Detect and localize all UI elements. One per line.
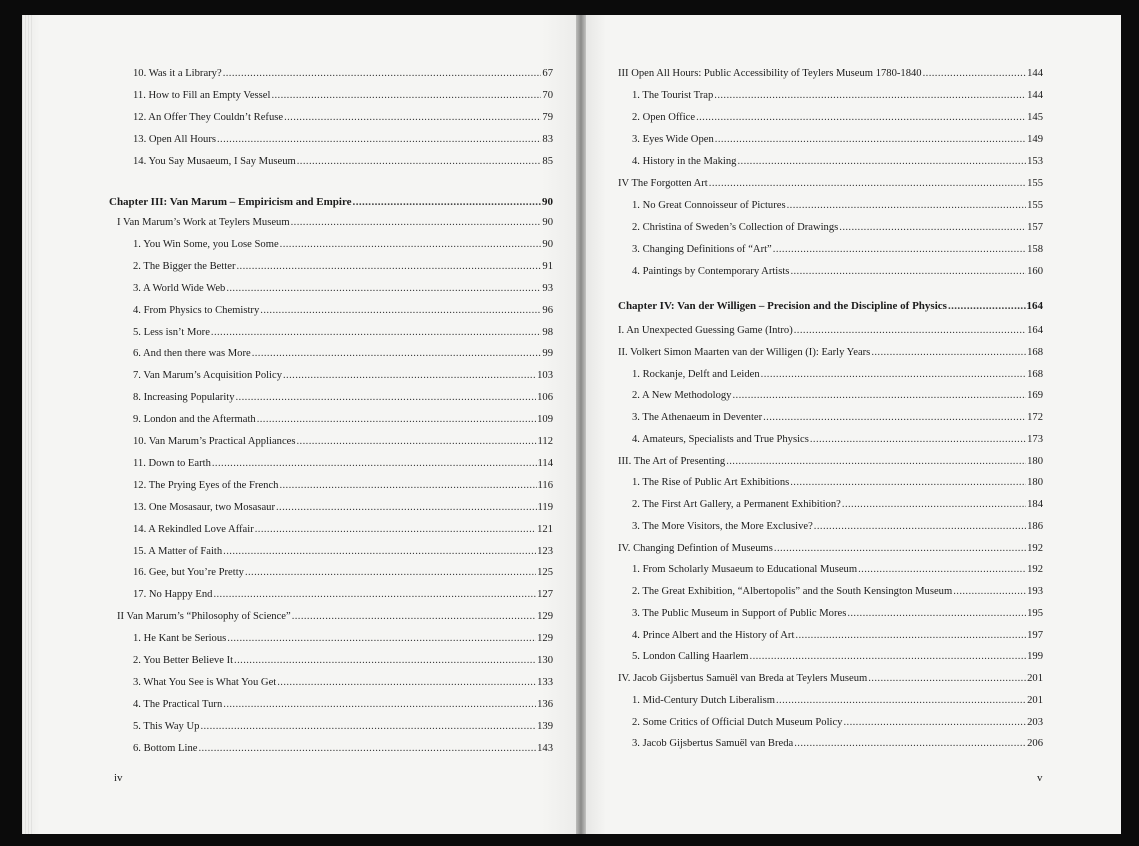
- toc-entry: [618, 455, 1043, 468]
- toc-leader-dots: [223, 67, 542, 80]
- toc-entry-page: 201: [1027, 673, 1043, 684]
- toc-leader-dots: [953, 585, 1026, 598]
- page-edges: [22, 15, 32, 834]
- toc-entry: [618, 672, 1043, 685]
- toc-leader-dots: [217, 133, 541, 146]
- toc-leader-dots: [858, 563, 1026, 576]
- toc-entry-page: 121: [537, 523, 553, 535]
- toc-entry-page: 195: [1027, 607, 1043, 619]
- toc-entry-page: 70: [542, 90, 553, 101]
- toc-leader-dots: [255, 523, 536, 536]
- toc-entry: [109, 155, 553, 168]
- toc-entry-title: 3. Changing Definitions of “Art”: [632, 244, 772, 255]
- toc-entry-page: 155: [1027, 178, 1043, 189]
- toc-entry-title: 3. The Public Museum in Support of Public Mores: [632, 607, 847, 619]
- toc-entry-title: 1. He Kant be Serious: [133, 633, 227, 645]
- toc-entry: [618, 563, 1043, 576]
- toc-leader-dots: [236, 391, 537, 404]
- toc-entry-title: 5. Less isn’t More: [133, 326, 210, 338]
- toc-entry: [618, 607, 1043, 620]
- toc-entry: [109, 610, 553, 623]
- toc-entry-page: 125: [537, 567, 553, 579]
- toc-leader-dots: [284, 111, 541, 124]
- toc-entry-title: 4. Amateurs, Specialists and True Physics: [632, 433, 809, 445]
- toc-leader-dots: [776, 694, 1026, 707]
- toc-entry-page: 127: [537, 589, 553, 601]
- toc-entry-page: 129: [537, 611, 553, 623]
- toc-entry: [109, 347, 553, 360]
- toc-entry: [618, 737, 1043, 750]
- toc-entry-title: II Van Marum’s “Philosophy of Science”: [117, 611, 291, 623]
- toc-entry-title: 14. A Rekindled Love Affair: [133, 523, 254, 535]
- book-gutter: [576, 15, 586, 834]
- toc-leader-dots: [280, 238, 542, 251]
- toc-entry: [109, 588, 553, 601]
- toc-entry-page: 85: [542, 156, 553, 167]
- toc-entry-page: 116: [537, 479, 553, 491]
- toc-leader-dots: [794, 324, 1026, 337]
- toc-entry-title: 2. Open Office: [632, 112, 696, 123]
- toc-entry-page: 164: [1026, 300, 1043, 312]
- toc-entry-page: 149: [1027, 134, 1043, 145]
- toc-leader-dots: [211, 326, 542, 339]
- toc-entry-title: 10. Was it a Library?: [133, 68, 222, 79]
- toc-entry: [618, 520, 1043, 533]
- toc-entry-title: II. Volkert Simon Maarten van der Willigen (I): Early Years: [618, 346, 871, 358]
- toc-entry-title: 17. No Happy End: [133, 589, 213, 601]
- toc-entry: [618, 221, 1043, 234]
- toc-entry-page: 109: [537, 414, 553, 426]
- toc-entry: [618, 155, 1043, 168]
- toc-entry-page: 201: [1027, 694, 1043, 706]
- toc-leader-dots: [213, 588, 536, 601]
- toc-leader-dots: [842, 498, 1026, 511]
- toc-entry-title: 14. You Say Musaeum, I Say Museum: [133, 156, 296, 167]
- toc-leader-dots: [948, 300, 1026, 313]
- toc-entry-page: 192: [1027, 564, 1043, 576]
- toc-entry-title: 3. Eyes Wide Open: [632, 134, 714, 145]
- toc-entry: [618, 650, 1043, 663]
- toc-leader-dots: [297, 435, 537, 448]
- toc-entry: [618, 177, 1043, 190]
- toc-entry: [618, 498, 1043, 511]
- toc-entry-title: 3. A World Wide Web: [133, 282, 226, 294]
- toc-leader-dots: [291, 216, 542, 229]
- toc-leader-dots: [277, 676, 536, 689]
- toc-leader-dots: [227, 632, 536, 645]
- toc-entry-title: 1. No Great Connoisseur of Pictures: [632, 200, 786, 211]
- toc-entry-title: 3. The Athenaeum in Deventer: [632, 412, 763, 423]
- toc-entry-title: 2. You Better Believe It: [133, 655, 234, 666]
- toc-entry-title: 6. Bottom Line: [133, 742, 198, 754]
- toc-entry: [109, 391, 553, 404]
- toc-leader-dots: [245, 566, 536, 579]
- toc-entry: [618, 411, 1043, 424]
- toc-entry-page: 197: [1027, 629, 1043, 641]
- toc-leader-dots: [726, 455, 1026, 468]
- toc-entry-title: 1. Rockanje, Delft and Leiden: [632, 368, 760, 380]
- toc-entry: [109, 304, 553, 317]
- toc-entry-page: 129: [537, 633, 553, 645]
- toc-leader-dots: [715, 133, 1026, 146]
- toc-entry-title: 3. Jacob Gijsbertus Samuël van Breda: [632, 738, 794, 750]
- toc-entry-title: III Open All Hours: Public Accessibility of Teylers Museum 1780-1840: [618, 68, 922, 79]
- toc-entry-page: 133: [537, 676, 553, 688]
- toc-entry-page: 144: [1027, 68, 1043, 79]
- toc-entry-page: 157: [1027, 222, 1043, 233]
- toc-entry-page: 106: [537, 392, 553, 404]
- toc-entry-title: Chapter III: Van Marum – Empiricism and Empire: [109, 196, 352, 208]
- toc-leader-dots: [709, 177, 1026, 190]
- toc-entry-title: 8. Increasing Popularity: [133, 392, 235, 404]
- toc-entry-title: 1. The Rise of Public Art Exhibitions: [632, 477, 790, 489]
- toc-entry: [109, 435, 553, 448]
- toc-entry-page: 158: [1027, 244, 1043, 255]
- toc-entry-page: 114: [537, 457, 553, 469]
- toc-chapter-heading: [618, 300, 1043, 313]
- page-number-right: v: [1037, 772, 1043, 784]
- toc-entry-title: 1. The Tourist Trap: [632, 90, 714, 101]
- toc-entry: [109, 545, 553, 558]
- toc-entry: [109, 89, 553, 102]
- toc-entry: [618, 433, 1043, 446]
- toc-entry-title: 4. From Physics to Chemistry: [133, 304, 260, 316]
- toc-leader-dots: [871, 346, 1026, 359]
- toc-leader-dots: [234, 654, 536, 667]
- toc-entry-page: 169: [1027, 390, 1043, 402]
- toc-entry: [618, 585, 1043, 598]
- toc-entry-title: 11. How to Fill an Empty Vessel: [133, 90, 271, 101]
- toc-leader-dots: [353, 196, 541, 209]
- toc-entry-title: 13. One Mosasaur, two Mosasaur: [133, 501, 275, 513]
- toc-entry-title: 2. Some Critics of Official Dutch Museum Policy: [632, 716, 843, 728]
- toc-entry-page: 160: [1027, 266, 1043, 277]
- toc-entry: [618, 716, 1043, 729]
- toc-entry-page: 206: [1027, 738, 1043, 750]
- toc-entry: [109, 632, 553, 645]
- toc-entry-title: 12. An Offer They Couldn’t Refuse: [133, 112, 284, 123]
- toc-leader-dots: [292, 610, 536, 623]
- toc-entry-page: 119: [537, 501, 553, 513]
- toc-leader-dots: [252, 347, 542, 360]
- toc-entry-page: 155: [1027, 200, 1043, 211]
- toc-entry-page: 203: [1027, 716, 1043, 728]
- toc-chapter-heading: [109, 196, 553, 209]
- toc-entry: [109, 282, 553, 295]
- toc-leader-dots: [750, 650, 1027, 663]
- toc-entry-title: 7. Van Marum’s Acquisition Policy: [133, 370, 282, 382]
- toc-entry: [109, 676, 553, 689]
- toc-entry-page: 90: [542, 238, 553, 250]
- toc-entry-title: I. An Unexpected Guessing Game (Intro): [618, 325, 793, 336]
- toc-entry-title: 13. Open All Hours: [133, 134, 216, 145]
- toc-leader-dots: [790, 476, 1026, 489]
- toc-leader-dots: [774, 542, 1026, 555]
- toc-entry-title: 16. Gee, but You’re Pretty: [133, 567, 244, 579]
- toc-entry: [109, 501, 553, 514]
- toc-entry: [618, 346, 1043, 359]
- toc-entry-page: 193: [1027, 586, 1043, 597]
- toc-entry-page: 168: [1027, 368, 1043, 380]
- toc-entry-title: 1. Mid-Century Dutch Liberalism: [632, 694, 775, 706]
- toc-entry-page: 112: [537, 436, 553, 447]
- toc-entry-title: 4. History in the Making: [632, 156, 737, 167]
- toc-entry-title: 1. From Scholarly Musaeum to Educational Museum: [632, 564, 858, 576]
- toc-leader-dots: [223, 545, 536, 558]
- toc-leader-dots: [200, 720, 536, 733]
- toc-entry-page: 180: [1027, 455, 1043, 467]
- toc-leader-dots: [223, 698, 536, 711]
- toc-leader-dots: [790, 265, 1026, 278]
- toc-entry-title: 4. Prince Albert and the History of Art: [632, 629, 795, 641]
- toc-entry-title: I Van Marum’s Work at Teylers Museum: [117, 217, 290, 228]
- toc-leader-dots: [761, 368, 1026, 381]
- toc-entry-title: III. The Art of Presenting: [618, 455, 726, 467]
- toc-entry-title: 6. And then there was More: [133, 348, 251, 360]
- toc-entry-title: 3. The More Visitors, the More Exclusive?: [632, 520, 813, 532]
- toc-entry: [618, 542, 1043, 555]
- toc-entry-page: 67: [542, 68, 553, 79]
- toc-entry-page: 139: [537, 720, 553, 732]
- toc-entry: [618, 89, 1043, 102]
- toc-entry: [109, 326, 553, 339]
- page-number-left: iv: [114, 772, 123, 784]
- toc-entry: [618, 694, 1043, 707]
- toc-entry: [109, 742, 553, 755]
- toc-leader-dots: [810, 433, 1026, 446]
- toc-entry: [109, 111, 553, 124]
- toc-entry-title: IV. Jacob Gijsbertus Samuël van Breda at Teylers Museum: [618, 673, 868, 684]
- toc-entry-page: 143: [537, 742, 553, 754]
- toc-entry: [109, 698, 553, 711]
- toc-entry-page: 164: [1027, 325, 1043, 336]
- toc-entry: [109, 654, 553, 667]
- toc-leader-dots: [271, 89, 541, 102]
- toc-entry-title: 15. A Matter of Faith: [133, 545, 223, 557]
- toc-leader-dots: [814, 520, 1026, 533]
- toc-leader-dots: [732, 389, 1026, 402]
- toc-entry-page: 180: [1027, 477, 1043, 489]
- toc-entry: [109, 566, 553, 579]
- toc-leader-dots: [257, 413, 536, 426]
- toc-leader-dots: [787, 199, 1027, 212]
- toc-entry-page: 199: [1027, 651, 1043, 663]
- toc-entry-page: 153: [1027, 156, 1043, 167]
- toc-entry: [109, 523, 553, 536]
- toc-entry: [109, 369, 553, 382]
- toc-entry-title: 11. Down to Earth: [133, 457, 211, 469]
- toc-entry: [618, 368, 1043, 381]
- toc-entry-title: 12. The Prying Eyes of the French: [133, 479, 279, 491]
- toc-leader-dots: [236, 260, 541, 273]
- toc-leader-dots: [279, 479, 536, 492]
- toc-entry: [618, 133, 1043, 146]
- toc-entry-title: 2. The Bigger the Better: [133, 260, 236, 272]
- toc-entry: [618, 111, 1043, 124]
- toc-entry-title: 4. Paintings by Contemporary Artists: [632, 266, 790, 277]
- toc-entry: [618, 67, 1043, 80]
- toc-entry: [109, 133, 553, 146]
- toc-leader-dots: [283, 369, 536, 382]
- toc-entry-title: 3. What You See is What You Get: [133, 676, 277, 688]
- toc-entry-page: 90: [542, 217, 553, 228]
- toc-entry: [618, 629, 1043, 642]
- toc-entry-page: 96: [542, 304, 553, 316]
- toc-leader-dots: [763, 411, 1026, 424]
- toc-entry-page: 79: [542, 112, 553, 123]
- toc-leader-dots: [260, 304, 541, 317]
- toc-entry: [109, 216, 553, 229]
- toc-leader-dots: [923, 67, 1027, 80]
- toc-entry-page: 123: [537, 545, 553, 557]
- toc-leader-dots: [212, 457, 537, 470]
- toc-leader-dots: [276, 501, 537, 514]
- toc-entry: [109, 413, 553, 426]
- toc-leader-dots: [773, 243, 1026, 256]
- toc-entry: [618, 199, 1043, 212]
- toc-leader-dots: [794, 737, 1026, 750]
- toc-entry-page: 172: [1027, 412, 1043, 423]
- toc-entry-page: 173: [1027, 433, 1043, 445]
- toc-entry-page: 130: [537, 655, 553, 666]
- toc-entry-title: 5. This Way Up: [133, 720, 200, 732]
- toc-entry: [618, 389, 1043, 402]
- toc-entry: [109, 479, 553, 492]
- toc-entry-title: 1. You Win Some, you Lose Some: [133, 238, 279, 250]
- toc-entry-page: 192: [1027, 542, 1043, 554]
- toc-leader-dots: [847, 607, 1026, 620]
- toc-entry-title: 2. Christina of Sweden’s Collection of Drawings: [632, 222, 839, 233]
- toc-entry-page: 136: [537, 698, 553, 710]
- toc-entry-page: 168: [1027, 346, 1043, 358]
- toc-entry-title: 2. The First Art Gallery, a Permanent Exhibition?: [632, 499, 841, 510]
- toc-leader-dots: [839, 221, 1026, 234]
- toc-entry-page: 145: [1027, 112, 1043, 123]
- toc-leader-dots: [868, 672, 1026, 685]
- toc-entry: [618, 243, 1043, 256]
- toc-entry: [109, 260, 553, 273]
- toc-leader-dots: [297, 155, 542, 168]
- toc-entry-title: IV. Changing Defintion of Museums: [618, 542, 773, 554]
- toc-entry-title: IV The Forgotten Art: [618, 178, 708, 189]
- toc-entry-page: 144: [1027, 90, 1043, 101]
- toc-leader-dots: [226, 282, 541, 295]
- toc-entry-page: 184: [1027, 499, 1043, 510]
- toc-leader-dots: [198, 742, 536, 755]
- toc-entry-title: 2. A New Methodology: [632, 390, 732, 402]
- toc-entry: [109, 720, 553, 733]
- toc-entry-title: 2. The Great Exhibition, “Albertopolis” and the South Kensington Museum: [632, 586, 953, 597]
- toc-entry-title: 10. Van Marum’s Practical Appliances: [133, 436, 296, 447]
- toc-entry-page: 90: [542, 196, 553, 208]
- toc-entry-page: 91: [542, 260, 553, 272]
- toc-entry: [109, 238, 553, 251]
- toc-leader-dots: [737, 155, 1026, 168]
- toc-entry-page: 186: [1027, 520, 1043, 532]
- toc-leader-dots: [795, 629, 1026, 642]
- toc-entry-title: 4. The Practical Turn: [133, 698, 223, 710]
- toc-entry-title: Chapter IV: Van der Willigen – Precision and the Discipline of Physics: [618, 300, 947, 312]
- toc-entry: [618, 324, 1043, 337]
- toc-leader-dots: [696, 111, 1026, 124]
- toc-entry: [618, 476, 1043, 489]
- toc-entry-page: 93: [542, 282, 553, 294]
- toc-leader-dots: [714, 89, 1026, 102]
- toc-entry: [109, 67, 553, 80]
- toc-entry: [618, 265, 1043, 278]
- toc-entry-page: 83: [542, 134, 553, 145]
- toc-leader-dots: [843, 716, 1026, 729]
- toc-entry-page: 98: [542, 326, 553, 338]
- toc-entry-title: 5. London Calling Haarlem: [632, 651, 749, 663]
- toc-entry-page: 103: [537, 370, 553, 382]
- toc-entry-title: 9. London and the Aftermath: [133, 414, 256, 426]
- toc-entry: [109, 457, 553, 470]
- toc-entry-page: 99: [542, 348, 553, 360]
